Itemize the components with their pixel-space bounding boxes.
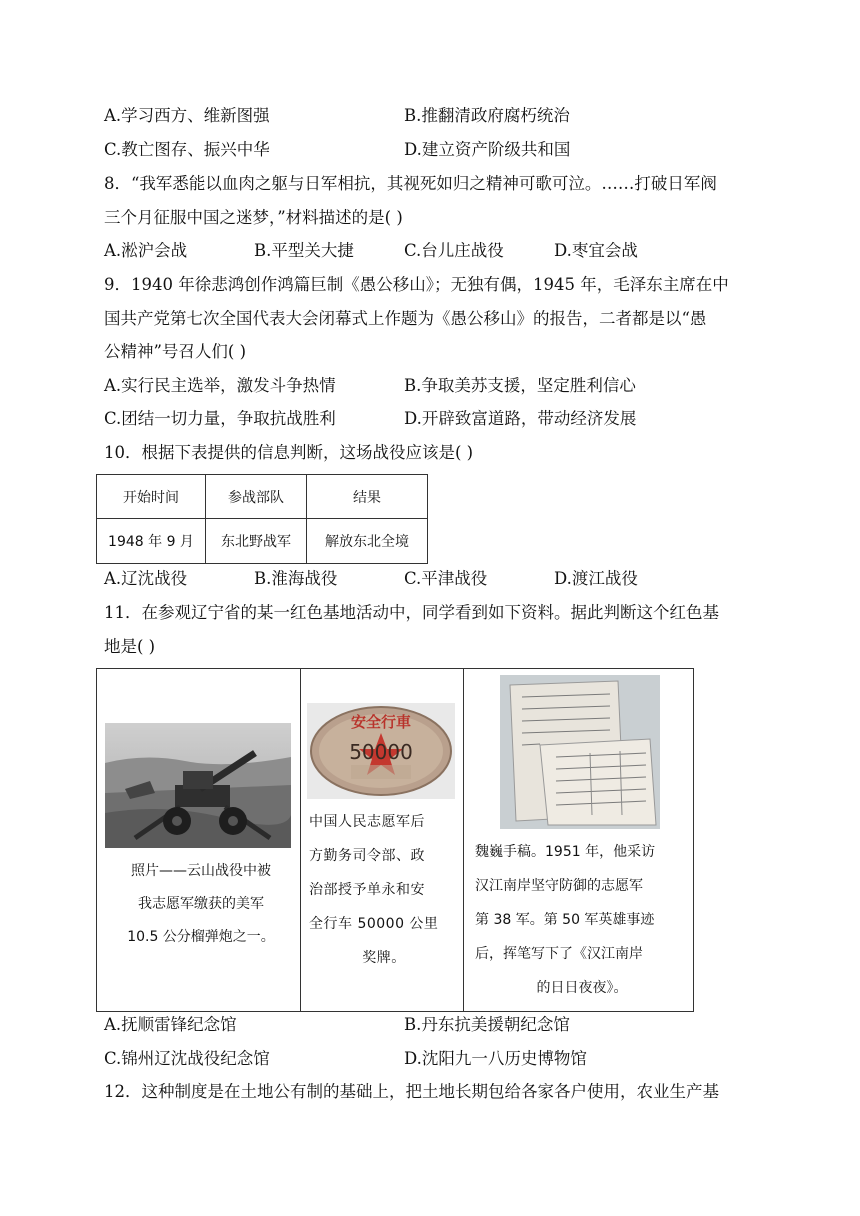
q11-option-c: C.锦州辽沈战役纪念馆 <box>104 1049 270 1068</box>
q11-stem-line1: 11．在参观辽宁省的某一红色基地活动中，同学看到如下资料。据此判断这个红色基 <box>104 603 719 622</box>
q9-option-c: C.团结一切力量，争取抗战胜利 <box>104 409 336 428</box>
caption-line: 汉江南岸坚守防御的志愿军 <box>475 878 643 894</box>
q8-option-d: D.枣宜会战 <box>554 241 638 260</box>
panel-divider <box>463 669 464 1011</box>
howitzer-caption <box>111 855 291 954</box>
caption-line: 第 38 军。第 50 军英雄事迹 <box>475 912 655 928</box>
caption-line: 中国人民志愿军后 <box>309 814 425 830</box>
medal-caption <box>309 805 459 975</box>
caption-line: 魏巍手稿。1951 年，他采访 <box>475 844 656 860</box>
table-header-result: 结果 <box>307 475 428 519</box>
q11-stem-line2: 地是( ) <box>104 637 156 656</box>
q9-option-a: A.实行民主选举，激发斗争热情 <box>104 376 336 395</box>
caption-line: 10.5 公分榴弹炮之一。 <box>127 929 275 945</box>
table-cell-result: 解放东北全境 <box>307 519 428 564</box>
medal-number-text: 50000 <box>349 740 413 764</box>
q8-option-c: C.台儿庄战役 <box>404 241 504 260</box>
q7-option-a: A.学习西方、维新图强 <box>104 106 270 125</box>
caption-line: 全行车 50000 公里 <box>309 916 439 932</box>
table-header-troops: 参战部队 <box>206 475 307 519</box>
caption-line: 的日日夜夜》。 <box>536 980 628 996</box>
q9-stem-line2: 国共产党第七次全国代表大会闭幕式上作题为《愚公移山》的报告，二者都是以“愚 <box>104 309 707 328</box>
q11-option-b: B.丹东抗美援朝纪念馆 <box>404 1015 570 1034</box>
q9-stem-line3: 公精神”号召人们( ) <box>104 342 247 361</box>
q9-option-b: B.争取美苏支援，坚定胜利信心 <box>404 376 636 395</box>
manuscript-caption <box>475 835 689 1005</box>
q10-option-a: A.辽沈战役 <box>104 569 188 588</box>
table-header-start-time: 开始时间 <box>97 475 206 519</box>
q10-option-c: C.平津战役 <box>404 569 488 588</box>
q11-option-a: A.抚顺雷锋纪念馆 <box>104 1015 237 1034</box>
q11-option-d: D.沈阳九一八历史博物馆 <box>404 1049 587 1068</box>
safe-driving-medal-photo <box>307 703 455 799</box>
panel-divider <box>300 669 301 1011</box>
q7-option-c: C.教亡图存、振兴中华 <box>104 140 270 159</box>
q7-option-d: D.建立资产阶级共和国 <box>404 140 571 159</box>
caption-line: 照片——云山战役中被 <box>131 863 271 879</box>
caption-line: 后，挥笔写下了《汉江南岸 <box>475 946 643 962</box>
q10-option-d: D.渡江战役 <box>554 569 638 588</box>
medal-title-text: 安全行車 <box>350 713 412 731</box>
q10-stem: 10．根据下表提供的信息判断，这场战役应该是( ) <box>104 443 474 462</box>
table-cell-start-time: 1948 年 9 月 <box>97 519 206 564</box>
weiwei-manuscript-photo <box>500 675 660 829</box>
caption-line: 我志愿军缴获的美军 <box>138 896 264 912</box>
caption-line: 治部授予单永和安 <box>309 882 425 898</box>
q8-option-a: A.淞沪会战 <box>104 241 188 260</box>
howitzer-photo <box>105 723 291 848</box>
q7-option-b: B.推翻清政府腐朽统治 <box>404 106 570 125</box>
caption-line: 方勤务司令部、政 <box>309 848 425 864</box>
q9-stem-line1: 9．1940 年徐悲鸿创作鸿篇巨制《愚公移山》；无独有偶，1945 年，毛泽东主席在中 <box>104 275 729 294</box>
q12-stem-line1: 12．这种制度是在土地公有制的基础上，把土地长期包给各家各户使用，农业生产基 <box>104 1082 719 1101</box>
table-cell-troops: 东北野战军 <box>206 519 307 564</box>
q9-option-d: D.开辟致富道路，带动经济发展 <box>404 409 637 428</box>
q10-option-b: B.淮海战役 <box>254 569 338 588</box>
q8-stem-line1: 8．“我军悉能以血肉之躯与日军相抗，其视死如归之精神可歌可泣。……打破日军阀 <box>104 174 717 193</box>
exhibit-panel <box>96 668 694 1012</box>
q8-stem-line2: 三个月征服中国之迷梦，”材料描述的是( ) <box>104 208 403 227</box>
q8-option-b: B.平型关大捷 <box>254 241 354 260</box>
battle-info-table <box>96 474 428 564</box>
caption-line: 奖牌。 <box>362 950 406 966</box>
